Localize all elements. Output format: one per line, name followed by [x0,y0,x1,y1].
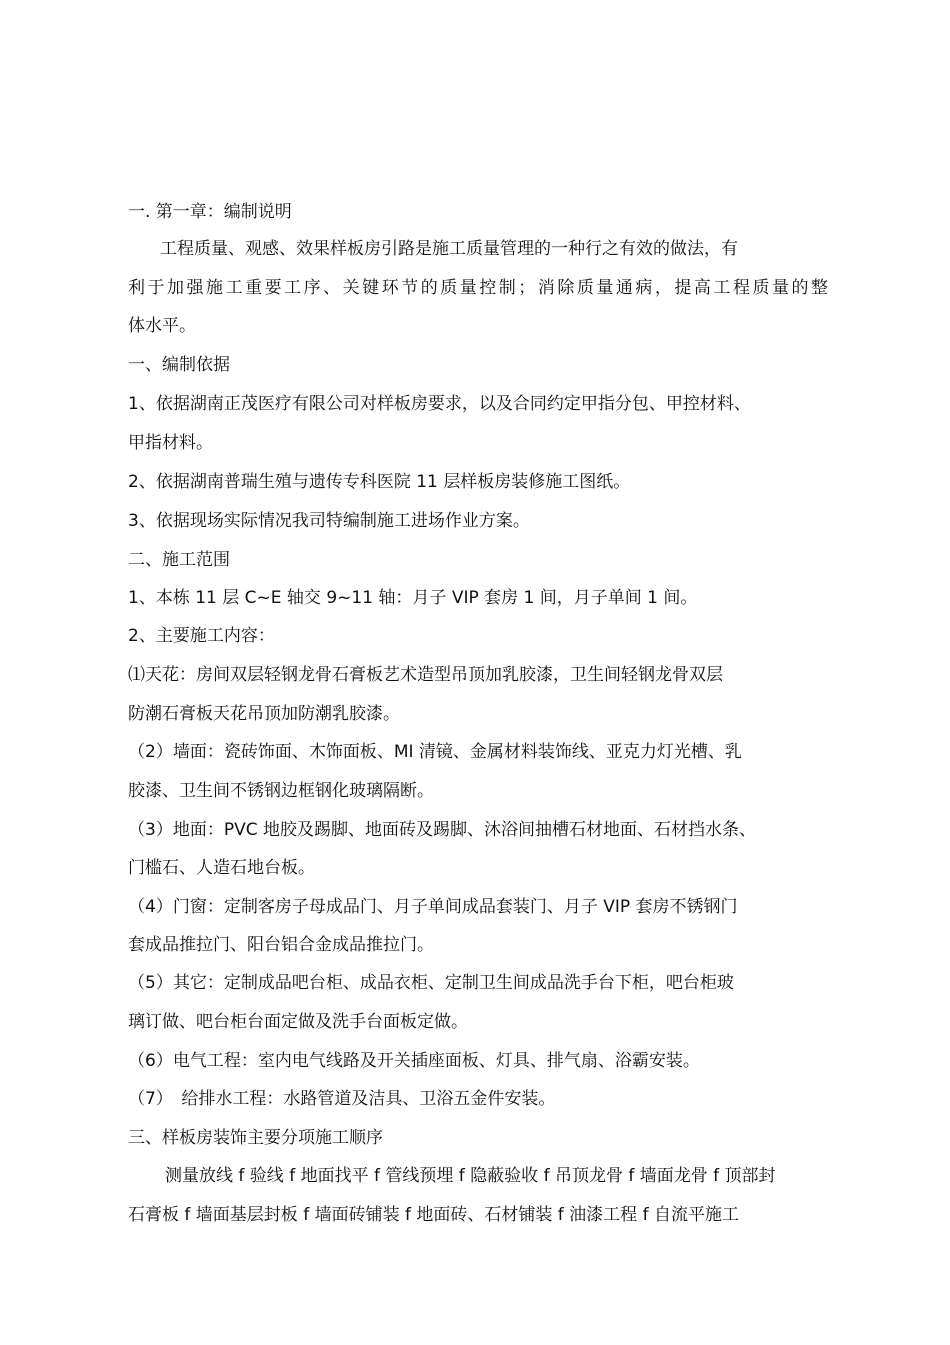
item-4-line-2: 套成品推拉门、阳台铝合金成品推拉门。 [128,935,434,955]
section-2-heading: 二、施工范围 [128,550,230,570]
sequence-line-1: 测量放线 f 验线 f 地面找平 f 管线预埋 f 隐蔽验收 f 吊顶龙骨 f 墙面龙骨 f 顶部封 [165,1166,776,1186]
section-3-heading: 三、样板房装饰主要分项施工顺序 [128,1128,383,1148]
scope-2: 2、主要施工内容： [128,626,275,646]
basis-1-line-2: 甲指材料。 [128,433,213,453]
item-7: （7） 给排水工程：水路管道及洁具、卫浴五金件安装。 [128,1089,556,1109]
item-1-line-1: ⑴天花：房间双层轻钢龙骨石膏板艺术造型吊顶加乳胶漆，卫生间轻钢龙骨双层 [128,665,723,685]
sequence-line-2: 石膏板 f 墙面基层封板 f 墙面砖铺装 f 地面砖、石材铺装 f 油漆工程 f 自流平施工 [128,1205,739,1225]
intro-line-2: 利于加强施工重要工序、关键环节的质量控制；消除质量通病，提高工程质量的整 [128,278,828,298]
basis-2: 2、依据湖南普瑞生殖与遗传专科医院 11 层样板房装修施工图纸。 [128,472,631,492]
item-3-line-2: 门槛石、人造石地台板。 [128,858,315,878]
intro-line-1: 工程质量、观感、效果样板房引路是施工质量管理的一种行之有效的做法，有 [160,239,738,259]
item-5-line-2: 璃订做、吧台柜台面定做及洗手台面板定做。 [128,1012,468,1032]
item-2-line-1: （2）墙面：瓷砖饰面、木饰面板、MI 清镜、金属材料装饰线、亚克力灯光槽、乳 [128,742,742,762]
chapter-heading: 一. 第一章：编制说明 [128,202,292,222]
scope-1: 1、本栋 11 层 C~E 轴交 9~11 轴：月子 VIP 套房 1 间，月子单间 1 间。 [128,588,698,608]
basis-1-line-1: 1、依据湖南正茂医疗有限公司对样板房要求，以及合同约定甲指分包、甲控材料、 [128,394,751,414]
item-5-line-1: （5）其它：定制成品吧台柜、成品衣柜、定制卫生间成品洗手台下柜，吧台柜玻 [128,973,734,993]
item-4-line-1: （4）门窗：定制客房子母成品门、月子单间成品套装门、月子 VIP 套房不锈钢门 [128,897,738,917]
item-3-line-1: （3）地面：PVC 地胶及踢脚、地面砖及踢脚、沐浴间抽槽石材地面、石材挡水条、 [128,820,756,840]
intro-line-3: 体水平。 [128,316,196,336]
item-6: （6）电气工程：室内电气线路及开关插座面板、灯具、排气扇、浴霸安装。 [128,1051,700,1071]
basis-3: 3、依据现场实际情况我司特编制施工进场作业方案。 [128,511,530,531]
item-2-line-2: 胶漆、卫生间不锈钢边框钢化玻璃隔断。 [128,781,434,801]
item-1-line-2: 防潮石膏板天花吊顶加防潮乳胶漆。 [128,704,400,724]
section-1-heading: 一、编制依据 [128,355,230,375]
